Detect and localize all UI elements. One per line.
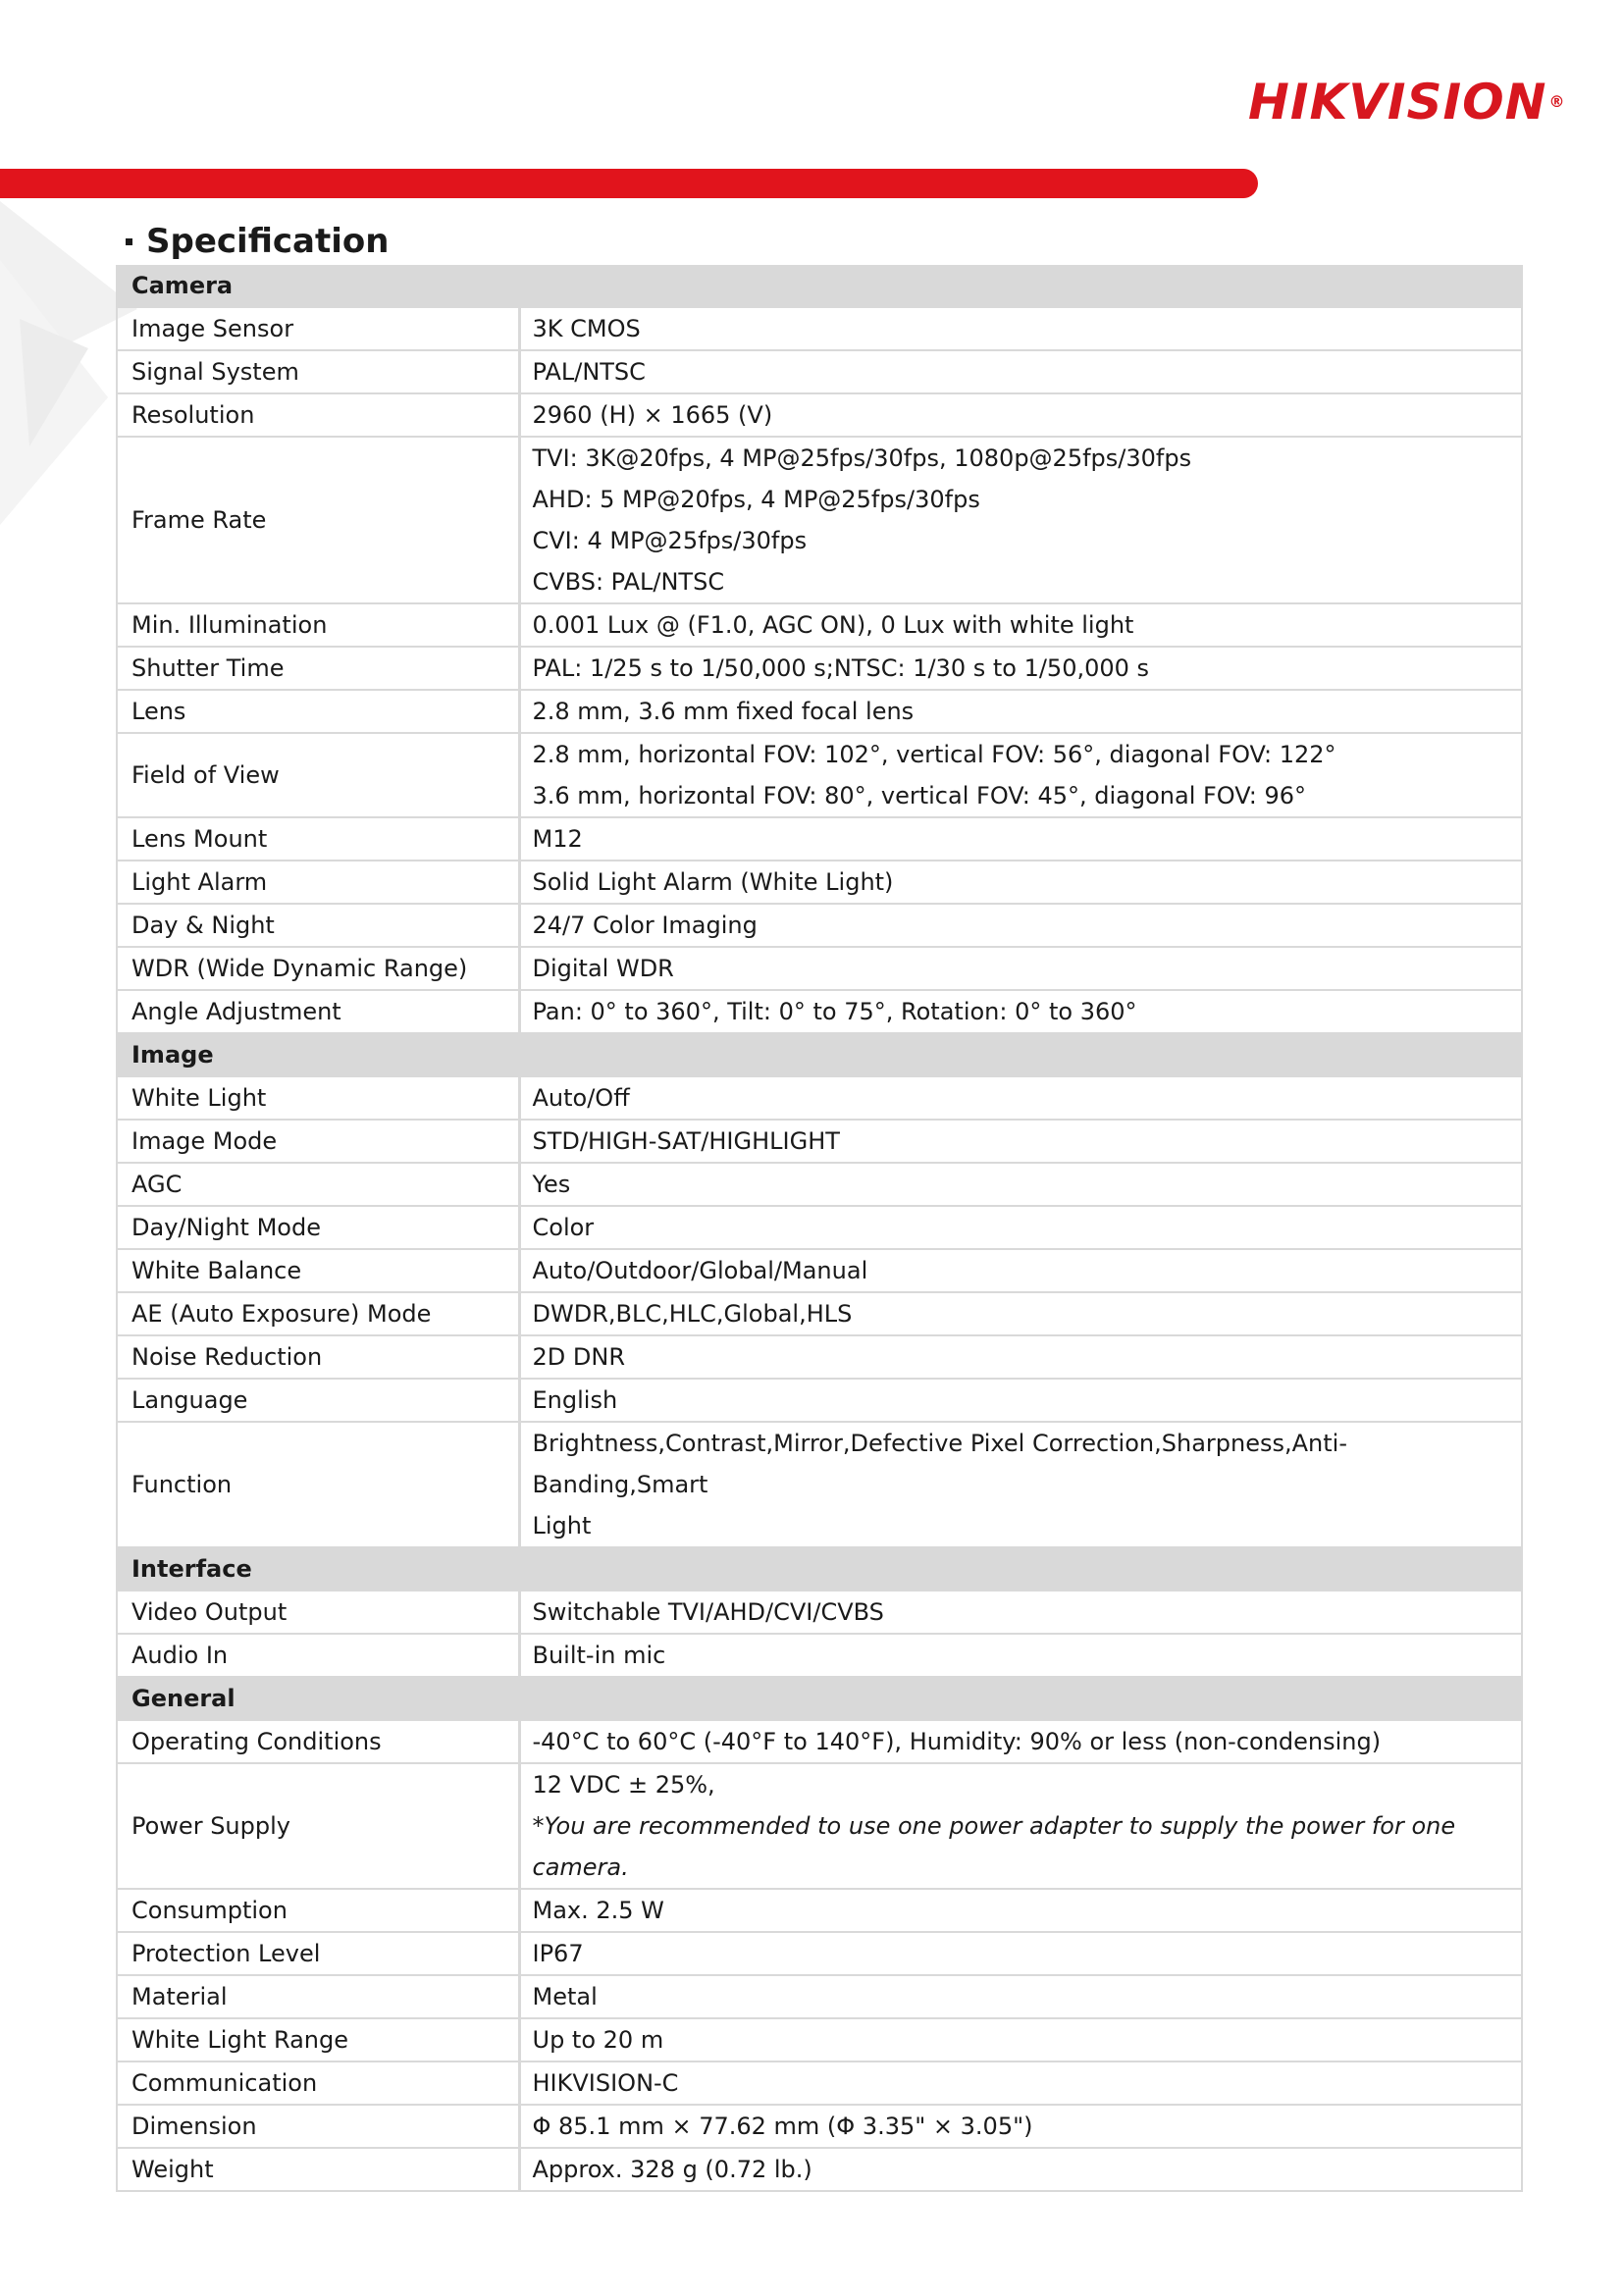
spec-label: Min. Illumination [117, 603, 519, 647]
spec-value-line: 0.001 Lux @ (F1.0, AGC ON), 0 Lux with white light [532, 611, 1134, 639]
spec-value [519, 1076, 1522, 1120]
spec-label: Audio In [117, 1634, 519, 1677]
section-title [126, 218, 389, 265]
spec-row [117, 733, 1522, 817]
spec-value [519, 1975, 1522, 2018]
spec-value-line: Φ 85.1 mm × 77.62 mm (Φ 3.35" × 3.05") [532, 2113, 1033, 2140]
spec-value-line: HIKVISION-C [532, 2069, 679, 2097]
spec-value-line: Solid Light Alarm (White Light) [532, 868, 894, 896]
spec-label: Lens [117, 690, 519, 733]
spec-value-line: Metal [532, 1983, 598, 2010]
spec-label: Consumption [117, 1889, 519, 1932]
spec-label: AGC [117, 1163, 519, 1206]
section-title-text: Specification [146, 222, 390, 261]
spec-row [117, 2148, 1522, 2191]
spec-value-line: Up to 20 m [532, 2026, 664, 2054]
spec-row [117, 2018, 1522, 2061]
spec-value-line: Digital WDR [532, 955, 674, 982]
spec-label: Protection Level [117, 1932, 519, 1975]
spec-row [117, 1379, 1522, 1422]
spec-value-line: 2960 (H) × 1665 (V) [532, 401, 773, 429]
spec-row [117, 861, 1522, 904]
spec-label: Operating Conditions [117, 1720, 519, 1763]
spec-value-line: Auto/Off [532, 1084, 630, 1112]
spec-value-line: *You are recommended to use one power adapter to supply the power for one camera. [532, 1812, 1456, 1881]
spec-value [519, 1335, 1522, 1379]
spec-value-line: DWDR,BLC,HLC,Global,HLS [532, 1300, 853, 1328]
spec-value [519, 1889, 1522, 1932]
spec-value [519, 437, 1522, 603]
spec-label: Light Alarm [117, 861, 519, 904]
spec-row [117, 307, 1522, 350]
spec-value [519, 990, 1522, 1033]
spec-row [117, 817, 1522, 861]
spec-value [519, 904, 1522, 947]
spec-value [519, 2105, 1522, 2148]
spec-value-line: Approx. 328 g (0.72 lb.) [532, 2156, 812, 2183]
spec-row [117, 1932, 1522, 1975]
category-row [117, 265, 1522, 307]
category-row [117, 1033, 1522, 1076]
spec-value-line: Switchable TVI/AHD/CVI/CVBS [532, 1598, 884, 1626]
spec-value-line: Built-in mic [532, 1642, 666, 1669]
spec-label: Weight [117, 2148, 519, 2191]
spec-row [117, 1076, 1522, 1120]
spec-row [117, 1422, 1522, 1547]
spec-value [519, 393, 1522, 437]
spec-row [117, 1720, 1522, 1763]
spec-row [117, 1206, 1522, 1249]
spec-label: Image Sensor [117, 307, 519, 350]
spec-value [519, 1591, 1522, 1634]
spec-value-line: IP67 [532, 1940, 584, 1967]
spec-label: Day/Night Mode [117, 1206, 519, 1249]
spec-label: Function [117, 1422, 519, 1547]
spec-row [117, 990, 1522, 1033]
spec-label: Language [117, 1379, 519, 1422]
spec-row [117, 2061, 1522, 2105]
spec-value [519, 1932, 1522, 1975]
category-label: Camera [117, 265, 1522, 307]
spec-value-line: 12 VDC ± 25%, [532, 1771, 715, 1799]
spec-value-line: PAL/NTSC [532, 358, 646, 386]
spec-row [117, 647, 1522, 690]
spec-label: WDR (Wide Dynamic Range) [117, 947, 519, 990]
spec-value-line: 2D DNR [532, 1343, 625, 1371]
category-label: Image [117, 1033, 1522, 1076]
spec-row [117, 1335, 1522, 1379]
spec-label: Power Supply [117, 1763, 519, 1889]
spec-label: Day & Night [117, 904, 519, 947]
spec-value-line: Color [532, 1214, 595, 1241]
spec-value-line: M12 [532, 825, 583, 853]
spec-value-line: 2.8 mm, horizontal FOV: 102°, vertical FOV: 56°, diagonal FOV: 122° [532, 741, 1336, 768]
spec-row [117, 437, 1522, 603]
spec-label: Image Mode [117, 1120, 519, 1163]
spec-row [117, 1249, 1522, 1292]
spec-value-line: CVI: 4 MP@25fps/30fps [532, 527, 808, 554]
spec-row [117, 1889, 1522, 1932]
header-red-bar [0, 169, 1258, 198]
spec-value [519, 1163, 1522, 1206]
spec-value [519, 690, 1522, 733]
spec-value [519, 2148, 1522, 2191]
spec-row [117, 603, 1522, 647]
spec-row [117, 904, 1522, 947]
spec-row [117, 1292, 1522, 1335]
spec-value-line: TVI: 3K@20fps, 4 MP@25fps/30fps, 1080p@25fps/30fps [532, 444, 1192, 472]
spec-label: Dimension [117, 2105, 519, 2148]
spec-label: Resolution [117, 393, 519, 437]
spec-value-line: Pan: 0° to 360°, Tilt: 0° to 75°, Rotation: 0° to 360° [532, 998, 1137, 1025]
spec-value-line: 3K CMOS [532, 315, 641, 342]
spec-value-line: Brightness,Contrast,Mirror,Defective Pixel Correction,Sharpness,Anti-Banding,Smart [532, 1430, 1347, 1498]
spec-row [117, 1634, 1522, 1677]
spec-value [519, 1720, 1522, 1763]
category-label: General [117, 1677, 1522, 1720]
spec-value [519, 861, 1522, 904]
spec-row [117, 350, 1522, 393]
spec-value [519, 603, 1522, 647]
spec-label: White Light Range [117, 2018, 519, 2061]
spec-value [519, 947, 1522, 990]
spec-value [519, 1120, 1522, 1163]
spec-value-line: CVBS: PAL/NTSC [532, 568, 725, 596]
category-row [117, 1547, 1522, 1591]
spec-value [519, 2018, 1522, 2061]
spec-value-line: Yes [532, 1171, 571, 1198]
spec-row [117, 393, 1522, 437]
specification-table-body [117, 265, 1522, 2191]
spec-label: Shutter Time [117, 647, 519, 690]
spec-label: White Balance [117, 1249, 519, 1292]
spec-label: White Light [117, 1076, 519, 1120]
spec-value [519, 1206, 1522, 1249]
spec-row [117, 1163, 1522, 1206]
spec-label: Frame Rate [117, 437, 519, 603]
spec-value-line: -40°C to 60°C (-40°F to 140°F), Humidity: 90% or less (non-condensing) [532, 1728, 1382, 1755]
spec-row [117, 1975, 1522, 2018]
spec-label: Field of View [117, 733, 519, 817]
spec-value-line: STD/HIGH-SAT/HIGHLIGHT [532, 1127, 840, 1155]
spec-row [117, 690, 1522, 733]
spec-value [519, 1763, 1522, 1889]
specification-table [116, 265, 1523, 2192]
spec-value-line: AHD: 5 MP@20fps, 4 MP@25fps/30fps [532, 486, 980, 513]
spec-label: Noise Reduction [117, 1335, 519, 1379]
spec-row [117, 947, 1522, 990]
spec-label: Angle Adjustment [117, 990, 519, 1033]
spec-label: AE (Auto Exposure) Mode [117, 1292, 519, 1335]
category-label: Interface [117, 1547, 1522, 1591]
spec-value [519, 817, 1522, 861]
spec-row [117, 1591, 1522, 1634]
spec-value [519, 1634, 1522, 1677]
spec-value-line: Light [532, 1512, 592, 1539]
spec-value [519, 1422, 1522, 1547]
spec-value-line: English [532, 1386, 618, 1414]
spec-value [519, 2061, 1522, 2105]
spec-value-line: Max. 2.5 W [532, 1897, 664, 1924]
spec-label: Material [117, 1975, 519, 2018]
spec-label: Lens Mount [117, 817, 519, 861]
spec-label: Communication [117, 2061, 519, 2105]
spec-value-line: PAL: 1/25 s to 1/50,000 s;NTSC: 1/30 s to 1/50,000 s [532, 654, 1150, 682]
spec-value-line: Auto/Outdoor/Global/Manual [532, 1257, 868, 1284]
spec-label: Signal System [117, 350, 519, 393]
spec-value-line: 3.6 mm, horizontal FOV: 80°, vertical FOV: 45°, diagonal FOV: 96° [532, 782, 1306, 809]
bullet-icon [126, 238, 132, 245]
spec-label: Video Output [117, 1591, 519, 1634]
spec-value [519, 1249, 1522, 1292]
spec-row [117, 1120, 1522, 1163]
category-row [117, 1677, 1522, 1720]
spec-row [117, 1763, 1522, 1889]
spec-value [519, 733, 1522, 817]
spec-value-line: 24/7 Color Imaging [532, 912, 758, 939]
spec-value [519, 647, 1522, 690]
spec-value-line: 2.8 mm, 3.6 mm fixed focal lens [532, 698, 915, 725]
spec-row [117, 2105, 1522, 2148]
spec-value [519, 1292, 1522, 1335]
spec-value [519, 307, 1522, 350]
spec-value [519, 1379, 1522, 1422]
hikvision-logo: HIKVISION ® [1248, 74, 1566, 130]
spec-value [519, 350, 1522, 393]
